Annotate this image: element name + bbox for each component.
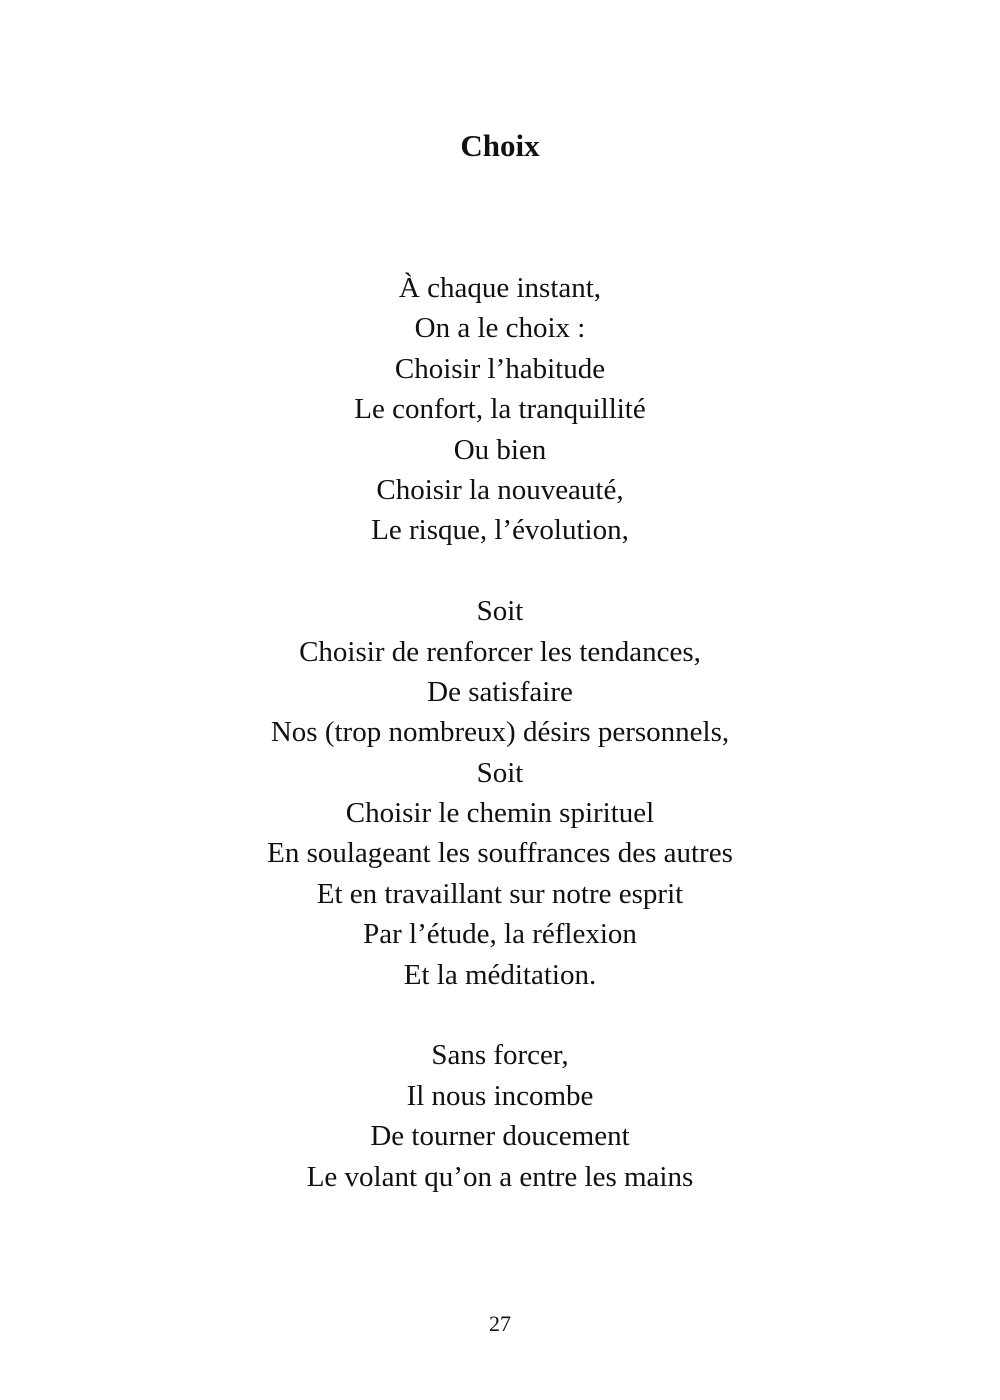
stanza-2 [0, 591, 1000, 995]
stanza-3 [0, 1035, 1000, 1197]
verse-line: Et la méditation. [403, 958, 597, 991]
verse-line: Il nous incombe [406, 1079, 594, 1112]
verse-line: Le confort, la tranquillité [354, 393, 646, 426]
verse-line: Soit [476, 756, 524, 789]
verse-line: Ou bien [453, 433, 547, 466]
verse-line: Le volant qu’on a entre les mains [306, 1160, 694, 1193]
verse-line: Nos (trop nombreux) désirs personnels, [270, 716, 730, 749]
verse-line: Et en travaillant sur notre esprit [316, 877, 684, 910]
poem [0, 268, 1000, 1197]
verse-line: De satisfaire [427, 675, 573, 708]
verse-line: Choisir de renforcer les tendances, [299, 635, 701, 668]
stanza-1 [0, 268, 1000, 551]
verse-line: Choisir le chemin spirituel [345, 797, 655, 830]
page-title: Choix [460, 128, 540, 163]
verse-line: Choisir l’habitude [394, 352, 606, 385]
verse-line: On a le choix : [414, 312, 586, 345]
page-number: 27 [489, 1311, 511, 1336]
verse-line: Par l’étude, la réflexion [363, 918, 637, 951]
verse-line: Sans forcer, [431, 1039, 569, 1072]
verse-line: Le risque, l’évolution, [371, 514, 629, 547]
stanza-break [0, 995, 1000, 1035]
verse-line: À chaque instant, [398, 272, 602, 304]
stanza-break [0, 551, 1000, 591]
verse-line: De tourner doucement [370, 1120, 630, 1153]
verse-line: Choisir la nouveauté, [376, 473, 624, 506]
verse-line: En soulageant les souffrances des autres [267, 837, 733, 870]
verse-line: Soit [476, 595, 524, 628]
